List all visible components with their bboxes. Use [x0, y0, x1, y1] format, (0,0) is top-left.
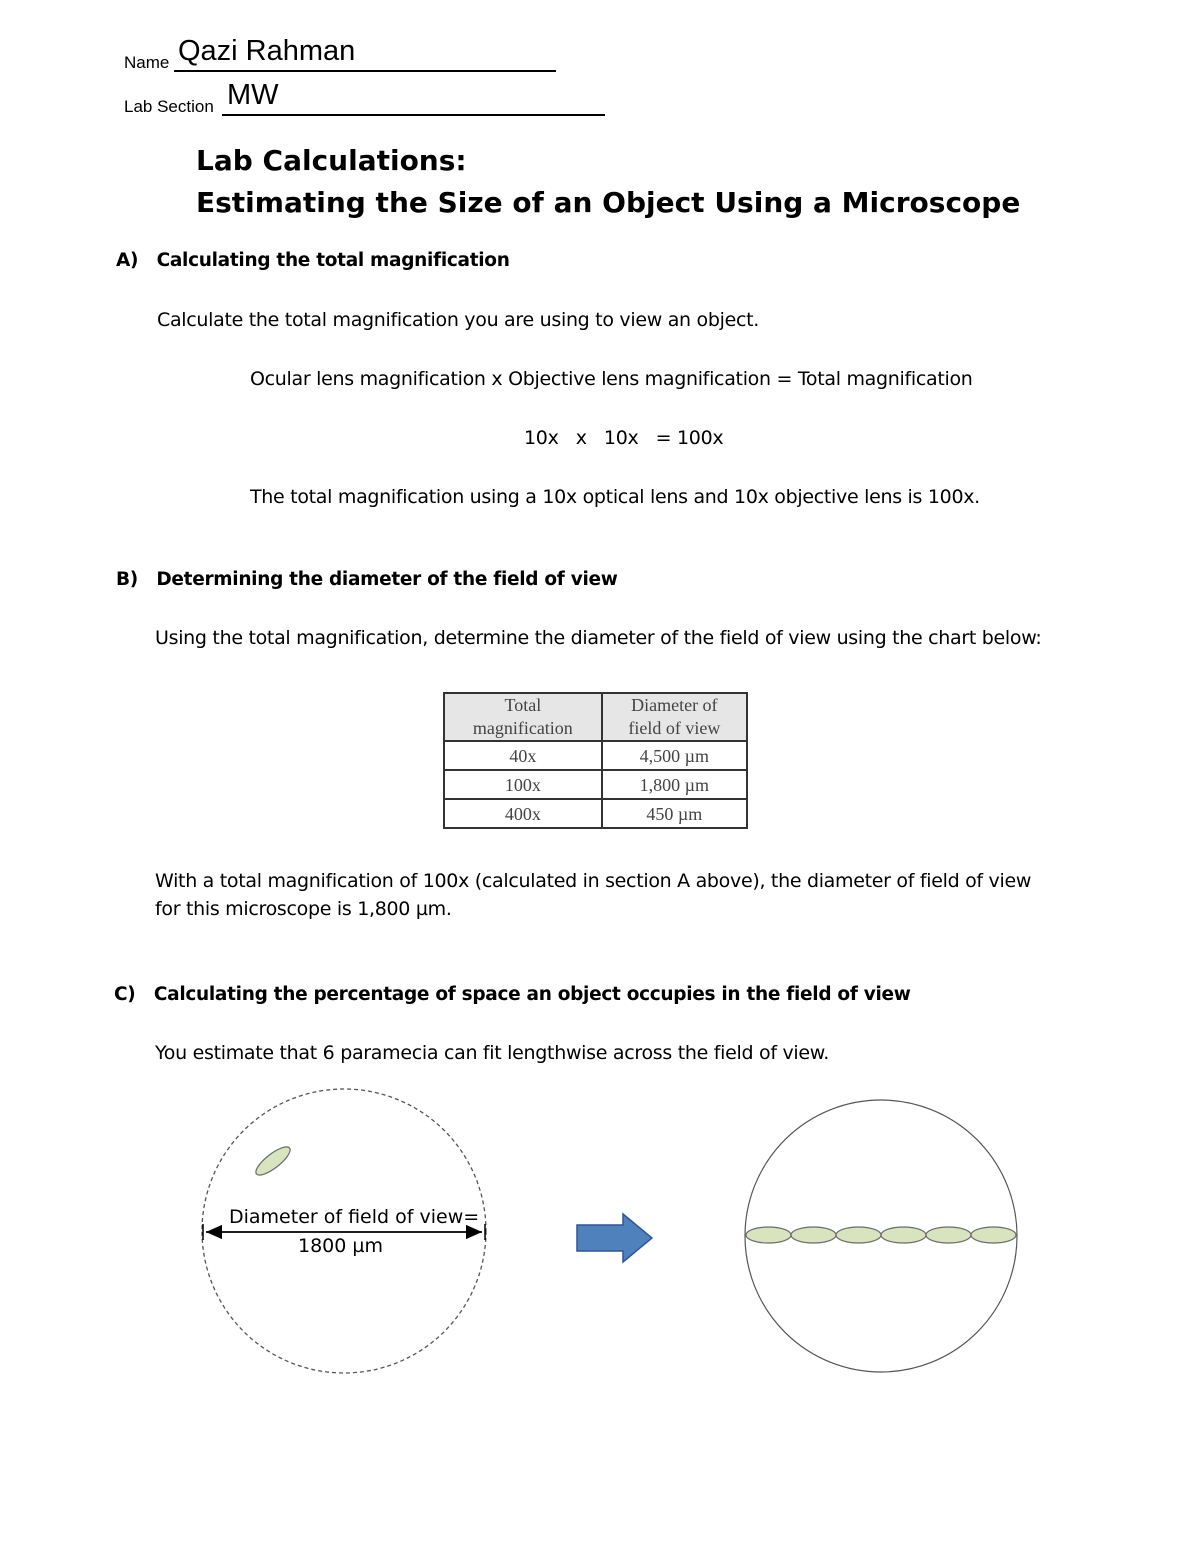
magnification-formula: Ocular lens magnification x Objective lens magnification = Total magnification	[250, 368, 973, 390]
section-b-result-line2: for this microscope is 1,800 µm.	[155, 898, 452, 920]
table-cell: 100x	[444, 770, 602, 799]
paramecium	[971, 1227, 1016, 1243]
paramecium-single	[252, 1143, 294, 1180]
section-b-instruction: Using the total magnification, determine the diameter of the field of view using the chart below:	[155, 627, 1042, 649]
table-cell: 40x	[444, 741, 602, 770]
section-a-heading: A) Calculating the total magnification	[116, 250, 510, 271]
table-header-magnification: Total magnification	[444, 693, 602, 741]
name-label: Name	[124, 53, 170, 72]
section-a-result: The total magnification using a 10x optical lens and 10x objective lens is 100x.	[250, 486, 980, 508]
section-c-heading: C) Calculating the percentage of space an object occupies in the field of view	[114, 984, 911, 1005]
section-b-heading: B) Determining the diameter of the field of view	[116, 569, 618, 590]
paramecium	[791, 1227, 836, 1243]
paramecia-row	[746, 1227, 1016, 1243]
diameter-label-line2: 1800 µm	[298, 1235, 383, 1257]
paramecium	[926, 1227, 971, 1243]
table-cell: 400x	[444, 799, 602, 828]
paramecium	[746, 1227, 791, 1243]
paramecium	[881, 1227, 926, 1243]
table-cell: 450 µm	[602, 799, 747, 828]
section-c-instruction: You estimate that 6 paramecia can fit lengthwise across the field of view.	[155, 1042, 829, 1064]
page-title-line2: Estimating the Size of an Object Using a Microscope	[196, 186, 1021, 219]
lab-section-value[interactable]: MW	[227, 79, 279, 111]
table-cell: 4,500 µm	[602, 741, 747, 770]
name-value[interactable]: Qazi Rahman	[178, 35, 356, 67]
block-arrow-right	[577, 1214, 652, 1262]
field-of-view-circle-left	[202, 1089, 486, 1373]
page-title-line1: Lab Calculations:	[196, 144, 467, 177]
table-header-diameter: Diameter of field of view	[602, 693, 747, 741]
diameter-label-line1: Diameter of field of view=	[229, 1206, 480, 1228]
lab-section-label: Lab Section	[124, 97, 214, 116]
section-b-result-line1: With a total magnification of 100x (calculated in section A above), the diameter of field of view	[155, 870, 1032, 892]
section-a-instruction: Calculate the total magnification you are using to view an object.	[157, 309, 760, 331]
magnification-equation: 10x x 10x = 100x	[524, 427, 724, 449]
table-cell: 1,800 µm	[602, 770, 747, 799]
paramecium	[836, 1227, 881, 1243]
